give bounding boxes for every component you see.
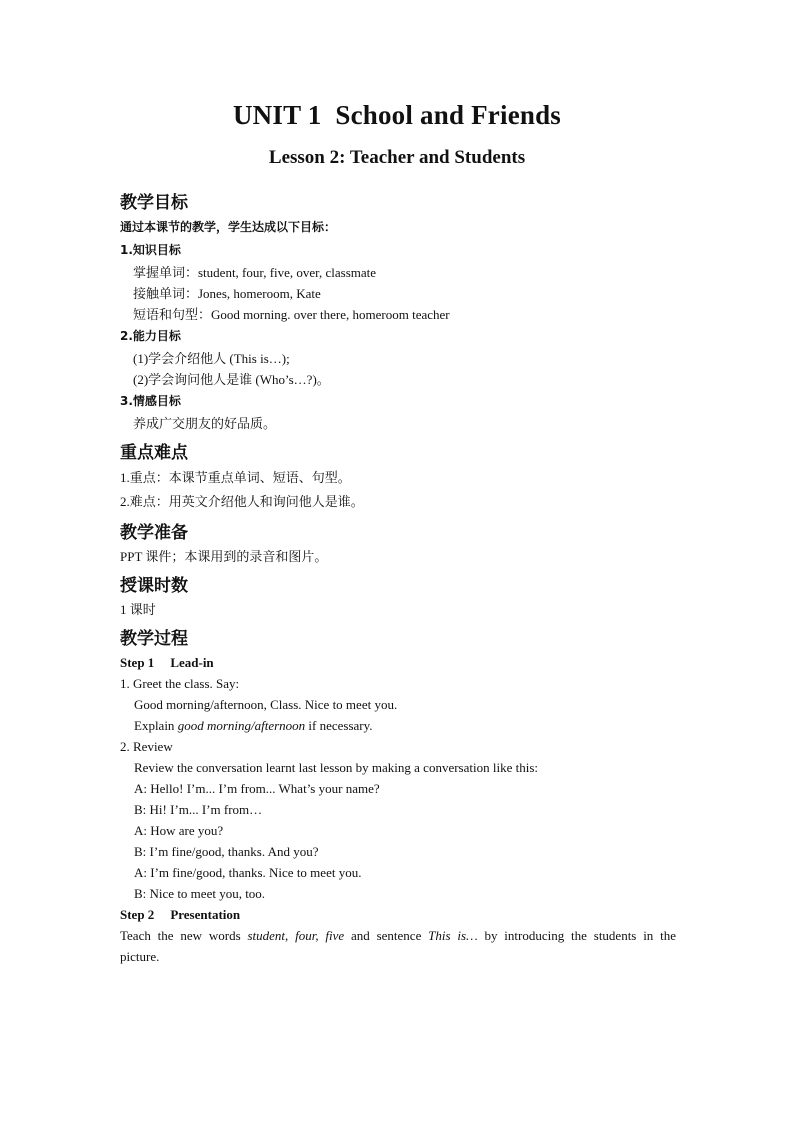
step1-item1: 1. Greet the class. Say: — [120, 676, 240, 691]
step2-heading — [120, 904, 676, 925]
key-point-item: 2.难点：用英文介绍他人和询问他人是谁。 — [120, 494, 364, 509]
step2-text-end: picture. — [120, 949, 160, 964]
step1-item2: 2. Review — [120, 739, 173, 754]
explain-text-end: if necessary. — [305, 718, 373, 733]
key-point-item: 1.重点：本课节重点单词、短语、句型。 — [120, 470, 351, 485]
ability-item: (1)学会介绍他人 (This is…); — [133, 351, 290, 366]
process-heading: 教学过程 — [120, 629, 188, 649]
document-body — [120, 190, 676, 967]
emotion-item: 养成广交朋友的好品质。 — [133, 416, 277, 431]
explain-text: Explain — [134, 718, 178, 733]
step1-explain — [120, 715, 676, 736]
dialogue-line: A: I’m fine/good, thanks. Nice to meet you. — [134, 865, 362, 880]
knowledge-heading: 1.知识目标 — [120, 243, 181, 257]
preparation-heading: 教学准备 — [120, 523, 188, 543]
step2-name: Presentation — [170, 907, 241, 922]
hours-heading: 授课时数 — [120, 576, 188, 596]
dialogue-line: A: Hello! I’m... I’m from... What’s your name? — [134, 781, 380, 796]
emotion-heading: 3.情感目标 — [120, 394, 181, 408]
step2-text — [120, 925, 676, 946]
step2-emphasis-sentence: This is… — [428, 928, 478, 943]
step1-heading — [120, 652, 676, 673]
step1-greeting: Good morning/afternoon, Class. Nice to meet you. — [134, 697, 398, 712]
knowledge-item: 短语和句型：Good morning. over there, homeroom teacher — [133, 307, 450, 322]
dialogue-line: B: Hi! I’m... I’m from… — [134, 802, 263, 817]
knowledge-item: 接触单词：Jones, homeroom, Kate — [133, 286, 321, 301]
step2-text-part: and sentence — [344, 928, 429, 943]
explain-emphasis: good morning/afternoon — [177, 718, 306, 733]
dialogue-line: B: Nice to meet you, too. — [134, 886, 266, 901]
step2-text-part: Teach the new words — [120, 928, 248, 943]
preparation-text: PPT 课件；本课用到的录音和图片。 — [120, 549, 328, 564]
knowledge-item: 掌握单词：student, four, five, over, classmate — [133, 265, 377, 280]
hours-text: 1 课时 — [120, 602, 156, 617]
dialogue-line: B: I’m fine/good, thanks. And you? — [134, 844, 319, 859]
step2-text-part: by introducing the students in the — [477, 928, 677, 943]
step1-name: Lead-in — [170, 655, 214, 670]
step2-number: Step 2 — [120, 907, 155, 922]
step1-number: Step 1 — [120, 655, 155, 670]
key-points-heading: 重点难点 — [120, 443, 188, 463]
lesson-subtitle: Lesson 2: Teacher and Students — [268, 147, 526, 168]
ability-item: (2)学会询问他人是谁 (Who’s…?)。 — [133, 372, 330, 387]
dialogue-line: A: How are you? — [134, 823, 224, 838]
step2-emphasis-words: student, four, five — [247, 928, 345, 943]
objectives-heading: 教学目标 — [120, 193, 188, 213]
ability-heading: 2.能力目标 — [120, 329, 181, 343]
step1-review: Review the conversation learnt last lesson by making a conversation like this: — [134, 760, 538, 775]
unit-title: UNIT 1 School and Friends — [232, 100, 562, 130]
objectives-intro: 通过本课节的教学，学生达成以下目标： — [120, 220, 337, 234]
